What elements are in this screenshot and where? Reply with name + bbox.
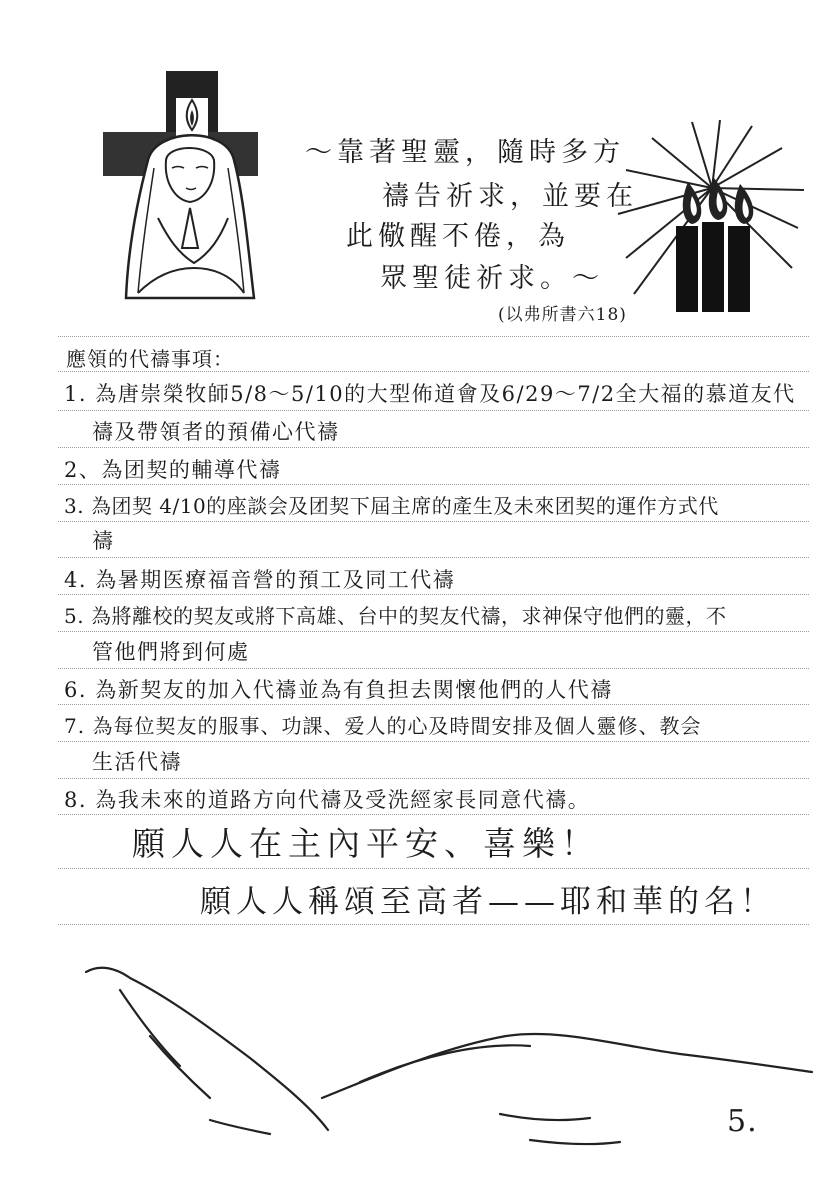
three-candles-illustration <box>612 118 812 318</box>
prayer-item-4: 4. 為暑期医療福音營的預工及同工代禱 <box>64 568 456 592</box>
verse-line-1: ～靠著聖靈，隨時多方 <box>305 137 625 168</box>
verse-line-3: 此儆醒不倦，為 <box>346 221 570 252</box>
ruled-line <box>58 594 809 595</box>
prayer-item-6: 6. 為新契友的加入代禱並為有負担去関懷他們的人代禱 <box>64 678 613 702</box>
ruled-line <box>58 410 809 411</box>
prayer-item-2: 2、為团契的輔導代禱 <box>64 458 282 482</box>
mountain-sketch <box>60 950 820 1190</box>
ruled-line <box>58 631 809 632</box>
ruled-line <box>58 668 809 669</box>
verse-citation: (以弗所書六18) <box>498 305 627 325</box>
verse-line-4: 眾聖徒祈求。～ <box>380 263 604 294</box>
ruled-line <box>58 557 809 558</box>
ruled-line <box>58 924 809 925</box>
ruled-line <box>58 447 809 448</box>
ruled-line <box>58 814 809 815</box>
ruled-line <box>58 741 809 742</box>
prayer-item-5: 5. 為將離校的契友或將下高雄、台中的契友代禱，求神保守他們的靈，不 <box>64 604 727 628</box>
praying-woman-cross-illustration <box>98 68 264 314</box>
prayer-list-heading: 應領的代禱事項： <box>66 347 234 371</box>
ruled-line <box>58 778 809 779</box>
prayer-item-1: 1. 為唐崇榮牧師5/8～5/10的大型佈道會及6/29～7/2全大福的慕道友代 <box>64 382 796 406</box>
ruled-line <box>58 336 809 337</box>
prayer-item-8: 8. 為我未來的道路方向代禱及受洗經家長同意代禱。 <box>64 788 591 812</box>
ruled-line <box>58 704 809 705</box>
closing-blessing-1: 願人人在主內平安、喜樂！ <box>132 824 600 863</box>
page-number: 5. <box>727 1104 758 1139</box>
ruled-line <box>58 868 809 869</box>
closing-blessing-2: 願人人稱頌至高者——耶和華的名！ <box>200 884 776 920</box>
verse-line-2: 禱告祈求，並要在 <box>382 181 638 212</box>
prayer-item-3: 3. 為团契 4/10的座談会及团契下屆主席的產生及未來团契的運作方式代 <box>64 494 719 518</box>
prayer-item-3-continued: 禱 <box>92 529 115 553</box>
prayer-item-7-continued: 生活代禱 <box>92 750 182 774</box>
ruled-line <box>58 484 809 485</box>
ruled-line <box>58 521 809 522</box>
prayer-item-5-continued: 管他們將到何處 <box>92 640 250 664</box>
prayer-item-7: 7. 為每位契友的服事、功課、爱人的心及時間安排及個人靈修、教会 <box>64 714 702 738</box>
prayer-item-1-continued: 禱及帶領者的預備心代禱 <box>92 420 340 444</box>
